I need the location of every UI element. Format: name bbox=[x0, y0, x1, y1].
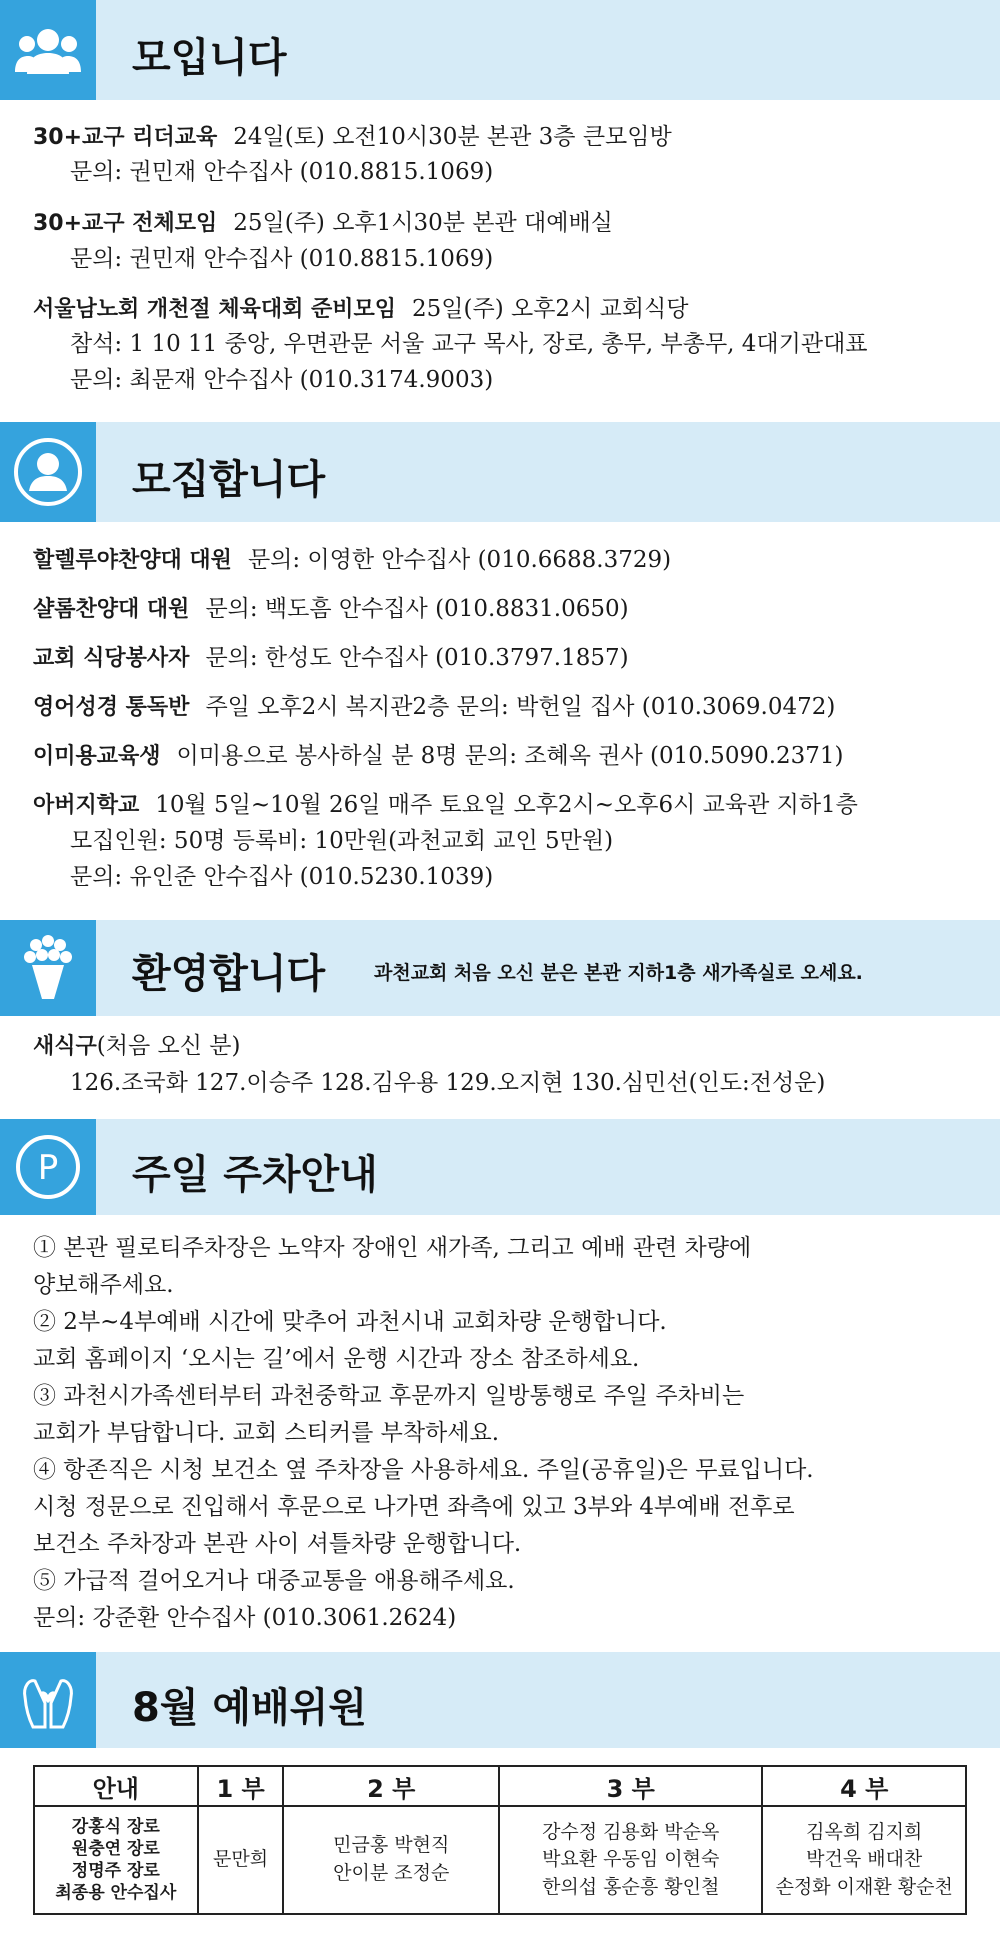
flower-bouquet-icon bbox=[0, 920, 96, 1016]
guide-name: 원충연 장로 bbox=[71, 1838, 160, 1859]
meeting-item-key: 30+교구 리더교육 bbox=[33, 125, 218, 150]
svg-text:P: P bbox=[37, 1148, 59, 1188]
service-3-cell bbox=[499, 1806, 762, 1914]
parking-line: ④ 항존직은 시청 보건소 옆 주차장을 사용하세요. 주일(공휴일)은 무료입니다. bbox=[33, 1457, 814, 1483]
meeting-item-key: 서울남노회 개천절 체육대회 준비모임 bbox=[33, 297, 397, 322]
service-4-names: 김옥희 김지희 bbox=[806, 1820, 923, 1843]
service-2-names: 안이분 조정순 bbox=[333, 1862, 450, 1884]
header-service-1: 1 부 bbox=[198, 1766, 284, 1806]
header-guide: 안내 bbox=[34, 1766, 198, 1806]
welcome-label-line bbox=[33, 1033, 240, 1061]
guide-name: 최종용 안수집사 bbox=[55, 1883, 177, 1904]
parking-line: 시청 정문으로 진입해서 후문으로 나가면 좌측에 있고 3부와 4부예배 전후로 bbox=[33, 1494, 795, 1520]
service-4-cell bbox=[762, 1806, 966, 1914]
header-service-3: 3 부 bbox=[499, 1766, 762, 1806]
parking-line: ③ 과천시가족센터부터 과천중학교 후문까지 일방통행로 주일 주차비는 bbox=[33, 1383, 745, 1409]
parking-line: ① 본관 필로티주차장은 노약자 장애인 새가족, 그리고 예배 관련 차량에 bbox=[33, 1235, 752, 1261]
section-title-parking: 주일 주차안내 bbox=[132, 1152, 378, 1198]
worship-duty-table bbox=[33, 1765, 967, 1915]
guide-cell bbox=[34, 1806, 198, 1914]
welcome-label-note: (처음 오신 분) bbox=[96, 1033, 241, 1059]
guide-name: 강홍식 장로 bbox=[71, 1816, 160, 1837]
recruit-item-sub: 문의: 유인준 안수집사 (010.5230.1039) bbox=[70, 864, 494, 890]
meeting-item-sub: 참석: 1 10 11 중앙, 우면관문 서울 교구 목사, 장로, 총무, 부총무, 4대기관대표 bbox=[70, 331, 868, 357]
service-2-names: 민금홍 박현직 bbox=[333, 1834, 450, 1857]
recruit-item bbox=[33, 743, 844, 771]
service-3-names: 박요환 우동임 이현숙 bbox=[542, 1848, 720, 1871]
parking-line: ② 2부~4부예배 시간에 맞추어 과천시내 교회차량 운행합니다. bbox=[33, 1309, 667, 1335]
section-title-worship: 8월 예배위원 bbox=[132, 1685, 367, 1731]
meeting-item-sub: 문의: 최문재 안수집사 (010.3174.9003) bbox=[70, 367, 494, 393]
people-group-icon bbox=[0, 0, 96, 100]
recruit-item bbox=[33, 645, 629, 673]
recruit-item-text: 이미용으로 봉사하실 분 8명 문의: 조혜옥 권사 (010.5090.2371) bbox=[176, 743, 844, 769]
recruit-item-sub: 모집인원: 50명 등록비: 10만원(과천교회 교인 5만원) bbox=[70, 828, 614, 854]
meeting-item-text: 25일(주) 오후1시30분 본관 대예배실 bbox=[233, 210, 613, 236]
meeting-item bbox=[33, 296, 688, 324]
service-1-names: 문만희 bbox=[213, 1848, 269, 1871]
parking-line: 양보해주세요. bbox=[33, 1272, 174, 1298]
table-header-row bbox=[34, 1766, 966, 1806]
praying-hands-icon bbox=[0, 1652, 96, 1748]
header-service-4: 4 부 bbox=[762, 1766, 966, 1806]
recruit-item-text: 주일 오후2시 복지관2층 문의: 박헌일 집사 (010.3069.0472) bbox=[205, 694, 836, 720]
meeting-item-sub: 문의: 권민재 안수집사 (010.8815.1069) bbox=[70, 159, 494, 185]
parking-icon bbox=[0, 1119, 96, 1215]
service-3-names: 한의섭 홍순흥 황인철 bbox=[542, 1875, 720, 1898]
recruit-item bbox=[33, 792, 858, 820]
section-title-welcome: 환영합니다 bbox=[132, 951, 326, 997]
recruit-item bbox=[33, 596, 629, 624]
parking-line: ⑤ 가급적 걸어오거나 대중교통을 애용해주세요. bbox=[33, 1568, 515, 1594]
service-3-names: 강수정 김용화 박순옥 bbox=[542, 1820, 720, 1843]
recruit-item-key: 이미용교육생 bbox=[33, 744, 161, 769]
person-icon bbox=[0, 422, 96, 522]
service-1-cell bbox=[198, 1806, 284, 1914]
meeting-item-sub: 문의: 권민재 안수집사 (010.8815.1069) bbox=[70, 246, 494, 272]
section-title-recruit: 모집합니다 bbox=[132, 457, 326, 503]
recruit-item-text: 문의: 백도흠 안수집사 (010.8831.0650) bbox=[205, 596, 629, 622]
parking-line: 교회가 부담합니다. 교회 스티커를 부착하세요. bbox=[33, 1420, 500, 1446]
recruit-item bbox=[33, 694, 835, 722]
header-service-2: 2 부 bbox=[283, 1766, 499, 1806]
recruit-item-key: 아버지학교 bbox=[33, 793, 140, 818]
recruit-item-text: 문의: 한성도 안수집사 (010.3797.1857) bbox=[205, 645, 629, 671]
recruit-item-key: 샬롬찬양대 대원 bbox=[33, 597, 190, 622]
recruit-item-key: 교회 식당봉사자 bbox=[33, 646, 190, 671]
service-2-cell bbox=[283, 1806, 499, 1914]
welcome-names: 126.조국화 127.이승주 128.김우용 129.오지현 130.심민선(인도:전성운) bbox=[70, 1070, 826, 1096]
meeting-item-key: 30+교구 전체모임 bbox=[33, 211, 218, 236]
meeting-item-text: 24일(토) 오전10시30분 본관 3층 큰모임방 bbox=[233, 124, 672, 150]
meeting-item bbox=[33, 124, 672, 152]
service-4-names: 박건욱 배대찬 bbox=[806, 1848, 923, 1871]
recruit-item-key: 영어성경 통독반 bbox=[33, 695, 190, 720]
meeting-item-text: 25일(주) 오후2시 교회식당 bbox=[412, 296, 689, 322]
parking-line: 문의: 강준환 안수집사 (010.3061.2624) bbox=[33, 1605, 457, 1631]
meeting-item bbox=[33, 210, 613, 238]
recruit-item-text: 10월 5일~10월 26일 매주 토요일 오후2시~오후6시 교육관 지하1층 bbox=[155, 792, 858, 818]
parking-line: 교회 홈페이지 ‘오시는 길’에서 운행 시간과 장소 참조하세요. bbox=[33, 1346, 640, 1372]
table-row bbox=[34, 1806, 966, 1914]
recruit-item-text: 문의: 이영한 안수집사 (010.6688.3729) bbox=[247, 547, 672, 573]
recruit-item bbox=[33, 547, 671, 575]
guide-name: 정명주 장로 bbox=[71, 1861, 160, 1881]
recruit-item-key: 할렐루야찬양대 대원 bbox=[33, 548, 232, 573]
section-title-meeting: 모입니다 bbox=[132, 35, 287, 81]
parking-line: 보건소 주차장과 본관 사이 셔틀차량 운행합니다. bbox=[33, 1531, 522, 1557]
service-4-names: 손정화 이재환 황순천 bbox=[775, 1875, 953, 1898]
section-subtitle-welcome: 과천교회 처음 오신 분은 본관 지하1층 새가족실로 오세요. bbox=[374, 962, 863, 984]
welcome-label: 새식구 bbox=[33, 1034, 97, 1059]
